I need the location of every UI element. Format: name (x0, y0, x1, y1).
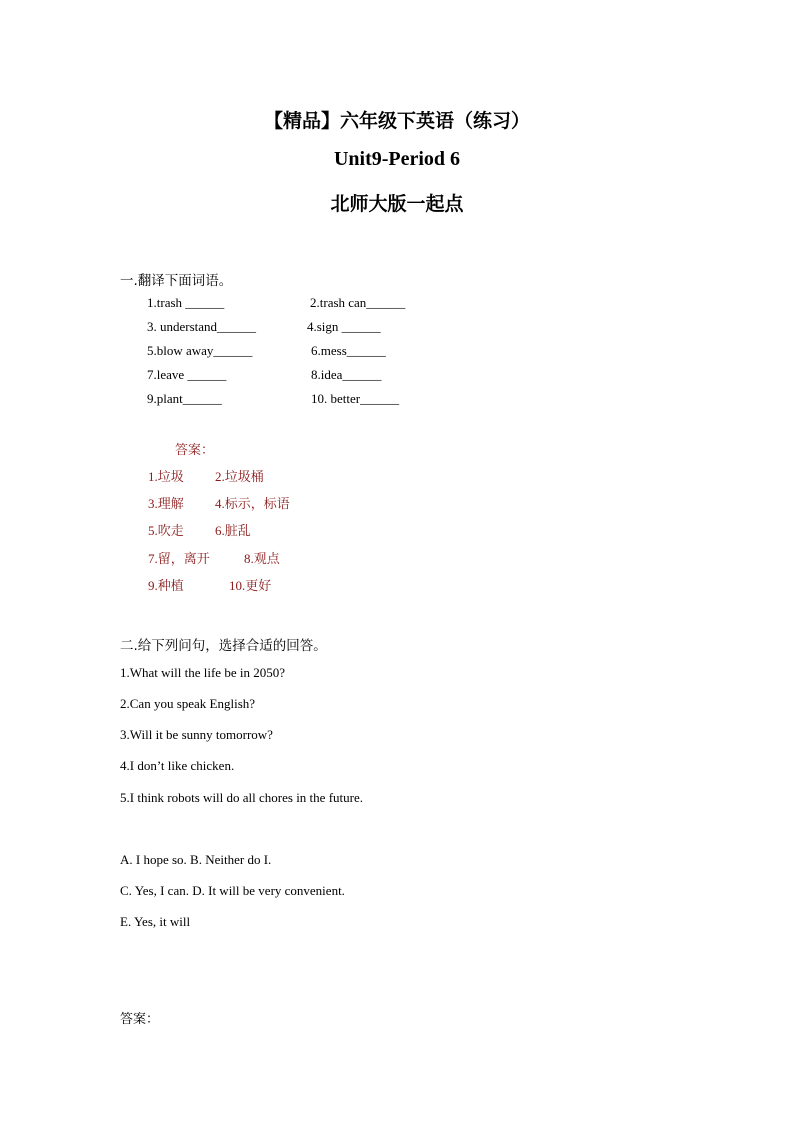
section2-answer-label: 答案： (120, 1012, 160, 1027)
document-edition: 北师大版一起点 (330, 193, 464, 215)
option-line-1: A. I hope so. B. Neither do I. (120, 852, 272, 867)
option-line-3: E. Yes, it will (120, 914, 191, 929)
answer-row: 5.吹走 (148, 523, 184, 539)
answer-row: 9.种植 (148, 578, 184, 594)
question-2: 2.Can you speak English? (120, 696, 256, 711)
section2-heading: 二.给下列问句，选择合适的回答。 (120, 638, 327, 654)
answer-row: 8.观点 (244, 551, 280, 567)
answer-row: 6.脏乱 (215, 523, 251, 539)
section1-answer-label: 答案： (175, 443, 215, 458)
vocab-item-3: 3. understand______ (147, 319, 257, 334)
answer-row: 10.更好 (229, 578, 272, 594)
vocab-item-2: 2.trash can______ (310, 295, 406, 310)
answer-row: 7.留，离开 (148, 551, 210, 567)
document-subtitle: Unit9-Period 6 (333, 148, 461, 170)
vocab-item-1: 1.trash ______ (147, 295, 225, 310)
question-5: 5.I think robots will do all chores in the future. (120, 790, 363, 805)
answer-row: 2.垃圾桶 (215, 469, 264, 485)
vocab-item-4: 4.sign ______ (307, 319, 381, 334)
answer-row: 1.垃圾 (148, 469, 184, 485)
question-1: 1.What will the life be in 2050? (120, 665, 285, 680)
answer-row: 4.标示，标语 (215, 496, 290, 512)
document-title: 【精品】六年级下英语（练习） (263, 110, 530, 132)
vocab-item-7: 7.leave ______ (147, 367, 227, 382)
vocab-item-9: 9.plant______ (147, 391, 222, 406)
section1-heading: 一.翻译下面词语。 (120, 273, 233, 289)
question-4: 4.I don’t like chicken. (120, 758, 235, 773)
option-line-2: C. Yes, I can. D. It will be very convenient. (120, 883, 345, 898)
vocab-item-10: 10. better______ (311, 391, 400, 406)
vocab-item-6: 6.mess______ (311, 343, 386, 358)
question-3: 3.Will it be sunny tomorrow? (120, 727, 273, 742)
vocab-item-5: 5.blow away______ (147, 343, 253, 358)
vocab-item-8: 8.idea______ (311, 367, 382, 382)
answer-row: 3.理解 (148, 496, 184, 512)
